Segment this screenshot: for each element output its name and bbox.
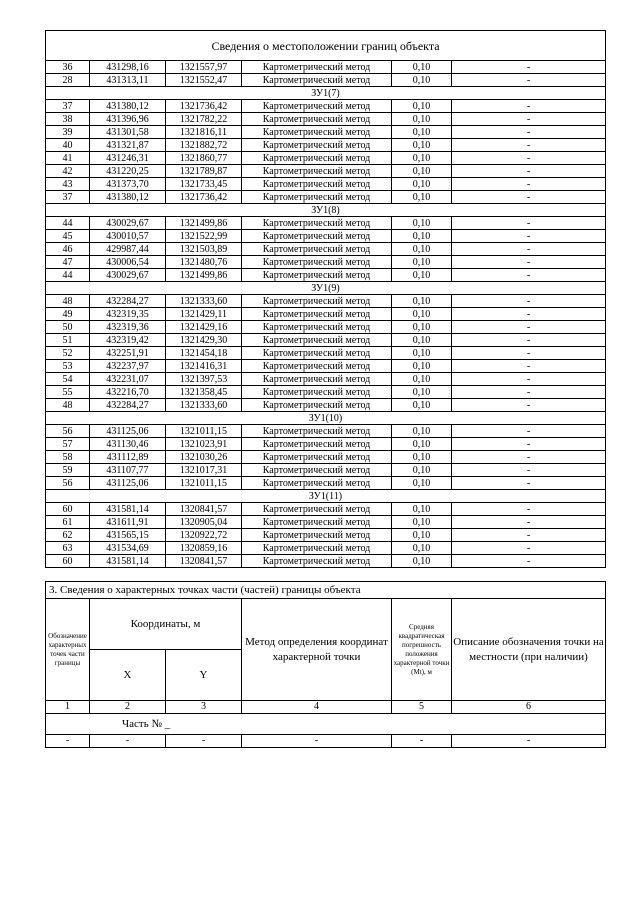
cell-accuracy: 0,10 [392, 243, 452, 256]
cell-point: 51 [46, 334, 90, 347]
cell-point: 37 [46, 191, 90, 204]
cell-accuracy: 0,10 [392, 295, 452, 308]
cell-x: 431107,77 [90, 464, 166, 477]
table-row [46, 399, 606, 412]
cell-description: - [452, 334, 606, 347]
cell-y: 1320922,72 [166, 529, 242, 542]
col-number: 6 [452, 701, 606, 714]
cell-point: 28 [46, 74, 90, 87]
cell-method: Картометрический метод [242, 464, 392, 477]
cell-method: Картометрический метод [242, 74, 392, 87]
table-row [46, 217, 606, 230]
cell-x: 430029,67 [90, 269, 166, 282]
cell-method: Картометрический метод [242, 230, 392, 243]
cell-method: Картометрический метод [242, 243, 392, 256]
cell-x: 431313,11 [90, 74, 166, 87]
cell-method: Картометрический метод [242, 399, 392, 412]
cell-description: - [452, 191, 606, 204]
cell-x: 430029,67 [90, 217, 166, 230]
cell-accuracy: 0,10 [392, 347, 452, 360]
cell-description: - [452, 139, 606, 152]
table-row [46, 451, 606, 464]
cell-method: Картометрический метод [242, 542, 392, 555]
table-row [46, 555, 606, 568]
cell-x: 431380,12 [90, 100, 166, 113]
cell-accuracy: 0,10 [392, 100, 452, 113]
cell-x: 431534,69 [90, 542, 166, 555]
cell-x: 431125,06 [90, 425, 166, 438]
cell-description: - [452, 542, 606, 555]
section3-heading: 3. Сведения о характерных точках части (частей) границы объекта [46, 582, 606, 599]
cell-accuracy: 0,10 [392, 256, 452, 269]
table-row [46, 386, 606, 399]
cell-point: 39 [46, 126, 90, 139]
cell-y: 1321011,15 [166, 477, 242, 490]
cell-y: 1320859,16 [166, 542, 242, 555]
cell-point: 60 [46, 555, 90, 568]
cell-point: 49 [46, 308, 90, 321]
cell-y: 1320841,57 [166, 555, 242, 568]
cell-description: - [452, 243, 606, 256]
cell-point: 37 [46, 100, 90, 113]
cell-y: 1321860,77 [166, 152, 242, 165]
cell-point: 62 [46, 529, 90, 542]
cell-description: - [452, 217, 606, 230]
cell-y: 1321333,60 [166, 399, 242, 412]
cell-y: 1321503,89 [166, 243, 242, 256]
cell-y: 1321011,15 [166, 425, 242, 438]
cell-method: Картометрический метод [242, 178, 392, 191]
cell-point: 48 [46, 399, 90, 412]
table-row [46, 256, 606, 269]
table-row [46, 243, 606, 256]
cell-point: 46 [46, 243, 90, 256]
cell-accuracy: 0,10 [392, 503, 452, 516]
cell-accuracy: 0,10 [392, 217, 452, 230]
cell-description: - [452, 295, 606, 308]
part-label: Часть № _ [46, 714, 606, 735]
header-method: Метод определения координат характерной точки [242, 599, 392, 701]
cell-x: 432319,42 [90, 334, 166, 347]
table-row [46, 516, 606, 529]
cell-accuracy: 0,10 [392, 152, 452, 165]
cell-point: 60 [46, 503, 90, 516]
table-row [46, 529, 606, 542]
cell-point: 52 [46, 347, 90, 360]
cell-y: 1321416,31 [166, 360, 242, 373]
cell-point: 59 [46, 464, 90, 477]
cell-accuracy: 0,10 [392, 230, 452, 243]
cell-point: 48 [46, 295, 90, 308]
header-y: Y [166, 650, 242, 701]
table-row [46, 503, 606, 516]
table-row [46, 139, 606, 152]
cell-accuracy: 0,10 [392, 425, 452, 438]
cell-point: 43 [46, 178, 90, 191]
cell-description: - [452, 386, 606, 399]
cell-method: Картометрический метод [242, 100, 392, 113]
cell-y: 1321557,97 [166, 61, 242, 74]
cell-method: Картометрический метод [242, 477, 392, 490]
cell-empty: - [166, 735, 242, 748]
cell-method: Картометрический метод [242, 451, 392, 464]
cell-y: 1321736,42 [166, 100, 242, 113]
cell-y: 1321429,30 [166, 334, 242, 347]
cell-point: 45 [46, 230, 90, 243]
cell-description: - [452, 152, 606, 165]
cell-point: 55 [46, 386, 90, 399]
cell-accuracy: 0,10 [392, 373, 452, 386]
cell-point: 56 [46, 425, 90, 438]
cell-point: 61 [46, 516, 90, 529]
cell-y: 1320905,04 [166, 516, 242, 529]
cell-point: 36 [46, 61, 90, 74]
cell-x: 429987,44 [90, 243, 166, 256]
cell-method: Картометрический метод [242, 191, 392, 204]
cell-empty: - [392, 735, 452, 748]
cell-y: 1321816,11 [166, 126, 242, 139]
header-accuracy: Средняя квадратическая погрешность положения характерной точки (Mt), м [392, 599, 452, 701]
cell-accuracy: 0,10 [392, 555, 452, 568]
cell-method: Картометрический метод [242, 256, 392, 269]
cell-x: 431321,87 [90, 139, 166, 152]
table-row [46, 334, 606, 347]
cell-x: 430010,57 [90, 230, 166, 243]
cell-accuracy: 0,10 [392, 438, 452, 451]
group-label: ЗУ1(11) [46, 490, 606, 503]
cell-x: 432284,27 [90, 399, 166, 412]
cell-description: - [452, 256, 606, 269]
cell-empty: - [452, 735, 606, 748]
group-label-row [46, 490, 606, 503]
table-row [46, 308, 606, 321]
group-label: ЗУ1(8) [46, 204, 606, 217]
cell-x: 431246,31 [90, 152, 166, 165]
cell-method: Картометрический метод [242, 347, 392, 360]
cell-y: 1321358,45 [166, 386, 242, 399]
part-label-row [46, 714, 606, 735]
cell-method: Картометрический метод [242, 360, 392, 373]
table-row [46, 100, 606, 113]
cell-y: 1321333,60 [166, 295, 242, 308]
cell-y: 1321552,47 [166, 74, 242, 87]
group-label-row [46, 282, 606, 295]
cell-x: 431112,89 [90, 451, 166, 464]
table-title-row [46, 31, 606, 61]
cell-description: - [452, 61, 606, 74]
group-label-row [46, 87, 606, 100]
cell-point: 41 [46, 152, 90, 165]
cell-method: Картометрический метод [242, 503, 392, 516]
cell-description: - [452, 477, 606, 490]
table-row [46, 269, 606, 282]
cell-x: 431581,14 [90, 503, 166, 516]
cell-y: 1321789,87 [166, 165, 242, 178]
cell-description: - [452, 113, 606, 126]
cell-method: Картометрический метод [242, 529, 392, 542]
cell-description: - [452, 126, 606, 139]
cell-y: 1321736,42 [166, 191, 242, 204]
cell-method: Картометрический метод [242, 334, 392, 347]
cell-description: - [452, 503, 606, 516]
cell-y: 1321782,22 [166, 113, 242, 126]
cell-point: 47 [46, 256, 90, 269]
cell-description: - [452, 373, 606, 386]
cell-method: Картометрический метод [242, 308, 392, 321]
cell-accuracy: 0,10 [392, 360, 452, 373]
cell-y: 1321429,16 [166, 321, 242, 334]
header-description: Описание обозначения точки на местности (при наличии) [452, 599, 606, 701]
cell-method: Картометрический метод [242, 373, 392, 386]
cell-empty: - [90, 735, 166, 748]
header-x: X [90, 650, 166, 701]
cell-accuracy: 0,10 [392, 386, 452, 399]
group-label-row [46, 204, 606, 217]
cell-accuracy: 0,10 [392, 321, 452, 334]
col-number: 5 [392, 701, 452, 714]
cell-empty: - [46, 735, 90, 748]
cell-x: 431565,15 [90, 529, 166, 542]
cell-description: - [452, 399, 606, 412]
cell-method: Картометрический метод [242, 126, 392, 139]
table-row [46, 373, 606, 386]
table-row [46, 230, 606, 243]
boundary-table [45, 30, 606, 568]
group-label-row [46, 412, 606, 425]
cell-method: Картометрический метод [242, 386, 392, 399]
cell-accuracy: 0,10 [392, 334, 452, 347]
section3-header-row [46, 599, 606, 650]
cell-description: - [452, 451, 606, 464]
cell-method: Картометрический метод [242, 139, 392, 152]
cell-x: 431611,91 [90, 516, 166, 529]
table-row [46, 425, 606, 438]
cell-point: 56 [46, 477, 90, 490]
header-point-designation: Обозначение характерных точек части границы [46, 599, 90, 701]
cell-point: 54 [46, 373, 90, 386]
cell-point: 63 [46, 542, 90, 555]
cell-description: - [452, 178, 606, 191]
cell-point: 57 [46, 438, 90, 451]
cell-y: 1321733,45 [166, 178, 242, 191]
cell-y: 1321499,86 [166, 269, 242, 282]
table-row [46, 735, 606, 748]
cell-y: 1320841,57 [166, 503, 242, 516]
cell-x: 431130,46 [90, 438, 166, 451]
table-row [46, 113, 606, 126]
table-row [46, 464, 606, 477]
table-row [46, 321, 606, 334]
cell-description: - [452, 308, 606, 321]
table-row [46, 178, 606, 191]
cell-accuracy: 0,10 [392, 165, 452, 178]
cell-description: - [452, 74, 606, 87]
table-row [46, 438, 606, 451]
cell-y: 1321017,31 [166, 464, 242, 477]
cell-point: 53 [46, 360, 90, 373]
table-row [46, 165, 606, 178]
cell-x: 431396,96 [90, 113, 166, 126]
col-number: 3 [166, 701, 242, 714]
cell-point: 44 [46, 269, 90, 282]
cell-method: Картометрический метод [242, 555, 392, 568]
cell-point: 58 [46, 451, 90, 464]
cell-point: 44 [46, 217, 90, 230]
cell-accuracy: 0,10 [392, 451, 452, 464]
cell-description: - [452, 321, 606, 334]
cell-point: 38 [46, 113, 90, 126]
table-row [46, 477, 606, 490]
cell-method: Картометрический метод [242, 425, 392, 438]
cell-point: 50 [46, 321, 90, 334]
cell-y: 1321480,76 [166, 256, 242, 269]
cell-x: 432251,91 [90, 347, 166, 360]
section3-number-row [46, 701, 606, 714]
cell-accuracy: 0,10 [392, 191, 452, 204]
cell-accuracy: 0,10 [392, 61, 452, 74]
cell-y: 1321429,11 [166, 308, 242, 321]
cell-method: Картометрический метод [242, 165, 392, 178]
cell-description: - [452, 230, 606, 243]
cell-description: - [452, 555, 606, 568]
cell-x: 431380,12 [90, 191, 166, 204]
cell-x: 431125,06 [90, 477, 166, 490]
cell-point: 42 [46, 165, 90, 178]
cell-description: - [452, 529, 606, 542]
table-row [46, 126, 606, 139]
cell-x: 432231,07 [90, 373, 166, 386]
cell-description: - [452, 425, 606, 438]
cell-accuracy: 0,10 [392, 542, 452, 555]
cell-x: 431581,14 [90, 555, 166, 568]
cell-method: Картометрический метод [242, 295, 392, 308]
cell-x: 430006,54 [90, 256, 166, 269]
col-number: 2 [90, 701, 166, 714]
cell-x: 432284,27 [90, 295, 166, 308]
col-number: 4 [242, 701, 392, 714]
table-row [46, 191, 606, 204]
cell-description: - [452, 269, 606, 282]
cell-description: - [452, 165, 606, 178]
cell-x: 432319,35 [90, 308, 166, 321]
cell-description: - [452, 347, 606, 360]
cell-method: Картометрический метод [242, 269, 392, 282]
cell-method: Картометрический метод [242, 438, 392, 451]
cell-accuracy: 0,10 [392, 516, 452, 529]
cell-method: Картометрический метод [242, 113, 392, 126]
cell-accuracy: 0,10 [392, 529, 452, 542]
cell-point: 40 [46, 139, 90, 152]
table-row [46, 295, 606, 308]
cell-accuracy: 0,10 [392, 269, 452, 282]
cell-method: Картометрический метод [242, 61, 392, 74]
cell-x: 432319,36 [90, 321, 166, 334]
table-row [46, 542, 606, 555]
section3-heading-row [46, 582, 606, 599]
cell-y: 1321030,26 [166, 451, 242, 464]
group-label: ЗУ1(10) [46, 412, 606, 425]
col-number: 1 [46, 701, 90, 714]
cell-accuracy: 0,10 [392, 178, 452, 191]
cell-method: Картометрический метод [242, 217, 392, 230]
table-row [46, 74, 606, 87]
cell-accuracy: 0,10 [392, 477, 452, 490]
cell-accuracy: 0,10 [392, 308, 452, 321]
cell-description: - [452, 360, 606, 373]
part-points-table [45, 581, 606, 748]
cell-accuracy: 0,10 [392, 126, 452, 139]
cell-y: 1321522,99 [166, 230, 242, 243]
cell-accuracy: 0,10 [392, 139, 452, 152]
cell-y: 1321023,91 [166, 438, 242, 451]
cell-x: 432216,70 [90, 386, 166, 399]
cell-accuracy: 0,10 [392, 399, 452, 412]
cell-accuracy: 0,10 [392, 464, 452, 477]
cell-accuracy: 0,10 [392, 113, 452, 126]
cell-x: 431373,70 [90, 178, 166, 191]
cell-description: - [452, 464, 606, 477]
cell-description: - [452, 516, 606, 529]
cell-y: 1321397,53 [166, 373, 242, 386]
cell-x: 431301,58 [90, 126, 166, 139]
header-coordinates: Координаты, м [90, 599, 242, 650]
cell-y: 1321882,72 [166, 139, 242, 152]
cell-method: Картометрический метод [242, 516, 392, 529]
cell-method: Картометрический метод [242, 152, 392, 165]
cell-y: 1321499,86 [166, 217, 242, 230]
table-row [46, 61, 606, 74]
group-label: ЗУ1(7) [46, 87, 606, 100]
table-row [46, 347, 606, 360]
cell-x: 432237,97 [90, 360, 166, 373]
cell-y: 1321454,18 [166, 347, 242, 360]
cell-empty: - [242, 735, 392, 748]
group-label: ЗУ1(9) [46, 282, 606, 295]
cell-accuracy: 0,10 [392, 74, 452, 87]
cell-description: - [452, 438, 606, 451]
table-title: Сведения о местоположении границ объекта [46, 31, 606, 61]
cell-x: 431220,25 [90, 165, 166, 178]
table-row [46, 152, 606, 165]
table-row [46, 360, 606, 373]
cell-x: 431298,16 [90, 61, 166, 74]
cell-method: Картометрический метод [242, 321, 392, 334]
cell-description: - [452, 100, 606, 113]
